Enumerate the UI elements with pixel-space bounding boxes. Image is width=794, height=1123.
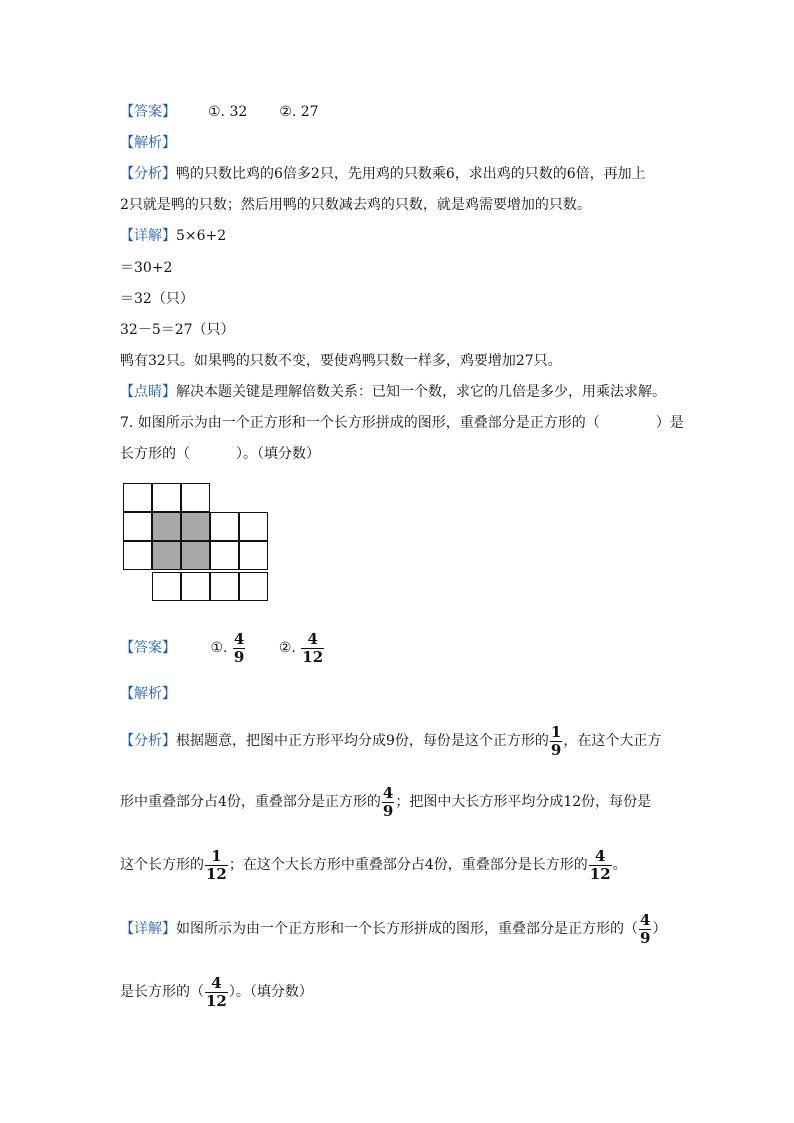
answer-tag-2: 【答案】 xyxy=(120,640,176,656)
question-7-text-2b: ）。（填分数） xyxy=(236,446,320,462)
fraction-numerator: 4 xyxy=(301,631,324,649)
fenxi-tag-2: 【分析】 xyxy=(120,733,176,749)
xiangjie-1-step-2: ＝32（只） xyxy=(120,291,194,307)
fraction-denominator: 9 xyxy=(550,740,562,759)
grid-cell xyxy=(210,541,239,570)
grid-cell xyxy=(123,541,152,570)
xiangjie-tag: 【详解】 xyxy=(120,228,176,244)
fraction xyxy=(205,975,228,1010)
xiangjie-2-line-2 xyxy=(120,972,313,1012)
fraction xyxy=(205,848,228,883)
grid-cell xyxy=(123,483,152,512)
fraction-numerator: 4 xyxy=(205,975,228,993)
dianjing-1 xyxy=(120,382,666,402)
answer-line-1 xyxy=(120,102,319,122)
fraction-denominator: 12 xyxy=(206,991,227,1010)
answer-2-fraction-2 xyxy=(301,631,324,666)
fenxi-2-line-3 xyxy=(120,845,627,885)
grid-cell xyxy=(181,572,210,601)
fenxi-1-text-1: 鸭的只数比鸡的6倍多2只，先用鸡的只数乘6，求出鸡的只数的6倍，再加上 xyxy=(176,166,646,182)
dianjing-1-text: 解决本题关键是理解倍数关系：已知一个数，求它的几倍是多少，用乘法求解。 xyxy=(176,384,666,400)
xiangjie-2-text: ）。（填分数） xyxy=(228,984,313,1000)
dianjing-tag: 【点睛】 xyxy=(120,384,176,400)
xiangjie-1-conclusion: 鸭有32只。如果鸭的只数不变，要使鸡鸭只数一样多，鸡要增加27只。 xyxy=(120,353,562,369)
overlap-cell xyxy=(152,541,181,570)
question-7-line-1 xyxy=(120,413,684,433)
fenxi-2-text: ；在这个大长方形中重叠部分占4份，重叠部分是长方形的 xyxy=(228,857,588,873)
fraction-denominator: 12 xyxy=(206,864,227,883)
overlap-cell xyxy=(181,512,210,541)
grid-cell xyxy=(239,512,268,541)
grid-cell xyxy=(152,483,181,512)
xiangjie-1-step-1: ＝30+2 xyxy=(120,260,173,276)
overlap-cell xyxy=(181,541,210,570)
fraction-denominator: 9 xyxy=(382,801,394,820)
grid-cell xyxy=(210,572,239,601)
fraction xyxy=(382,785,394,820)
fenxi-1-line-2: 2只就是鸭的只数；然后用鸭的只数减去鸡的只数，就是鸡需要增加的只数。 xyxy=(120,197,591,213)
fenxi-1-line-1 xyxy=(120,164,646,184)
analysis-tag-2: 【解析】 xyxy=(120,686,176,702)
fenxi-2-line-1 xyxy=(120,721,661,761)
fraction-denominator: 9 xyxy=(233,647,245,666)
fraction-numerator: 4 xyxy=(640,910,651,929)
fraction-denominator: 9 xyxy=(640,928,651,947)
grid-cell xyxy=(239,572,268,601)
xiangjie-1-step-3: 32－5＝27（只） xyxy=(120,322,235,338)
fenxi-2-text: 形中重叠部分占4份，重叠部分是正方形的 xyxy=(120,794,381,810)
xiangjie-tag-2: 【详解】 xyxy=(120,921,176,937)
xiangjie-1-expr xyxy=(120,226,226,246)
fraction-numerator: 1 xyxy=(550,722,562,741)
fraction-numerator: 4 xyxy=(233,629,245,648)
fenxi-2-text: 。 xyxy=(612,857,627,873)
fraction-denominator: 12 xyxy=(589,864,611,883)
answer-tag: 【答案】 xyxy=(120,104,176,120)
xiangjie-2-text: 如图所示为由一个正方形和一个长方形拼成的图形，重叠部分是正方形的（ xyxy=(176,921,638,937)
answer-2-marker-1: ①. xyxy=(210,640,228,656)
fenxi-2-text: 这个长方形的 xyxy=(120,857,204,873)
question-7-text-1b: ）是 xyxy=(655,415,684,431)
grid-cell xyxy=(123,512,152,541)
answer-value-1: ①. 32 xyxy=(208,104,248,120)
fenxi-2-text: ，在这个大正方 xyxy=(563,733,662,749)
fraction-numerator: 4 xyxy=(382,783,394,802)
fenxi-2-text: ；把图中大长方形平均分成12份，每份是 xyxy=(395,794,652,810)
grid-cell xyxy=(181,483,210,512)
fenxi-2-line-2 xyxy=(120,782,651,822)
xiangjie-1-expr-text: 5×6+2 xyxy=(176,228,227,244)
answer-value-2: ②. 27 xyxy=(279,104,319,120)
xiangjie-2-line-1 xyxy=(120,909,666,949)
fraction xyxy=(639,912,651,947)
question-7-text-1a: 7. 如图所示为由一个正方形和一个长方形拼成的图形，重叠部分是正方形的（ xyxy=(120,415,600,431)
fraction-numerator: 4 xyxy=(589,848,612,866)
answer-2-marker-2: ②. xyxy=(278,640,296,656)
fraction xyxy=(589,848,612,883)
grid-cell xyxy=(239,541,268,570)
overlap-cell xyxy=(152,512,181,541)
fraction xyxy=(550,724,562,759)
fraction-denominator: 12 xyxy=(302,647,324,666)
answer-2-fraction-1 xyxy=(233,631,245,666)
xiangjie-2-text: 是长方形的（ xyxy=(120,984,204,1000)
fenxi-tag: 【分析】 xyxy=(120,166,176,182)
question-7-line-2 xyxy=(120,444,320,464)
fenxi-2-text: 根据题意，把图中正方形平均分成9份，每份是这个正方形的 xyxy=(176,733,549,749)
analysis-tag-1: 【解析】 xyxy=(120,135,176,151)
grid-cell xyxy=(152,572,181,601)
answer-line-2 xyxy=(120,628,325,668)
fraction-numerator: 1 xyxy=(205,848,228,866)
question-7-text-2a: 长方形的（ xyxy=(120,446,190,462)
grid-cell xyxy=(210,512,239,541)
xiangjie-2-text: ） xyxy=(652,921,667,937)
